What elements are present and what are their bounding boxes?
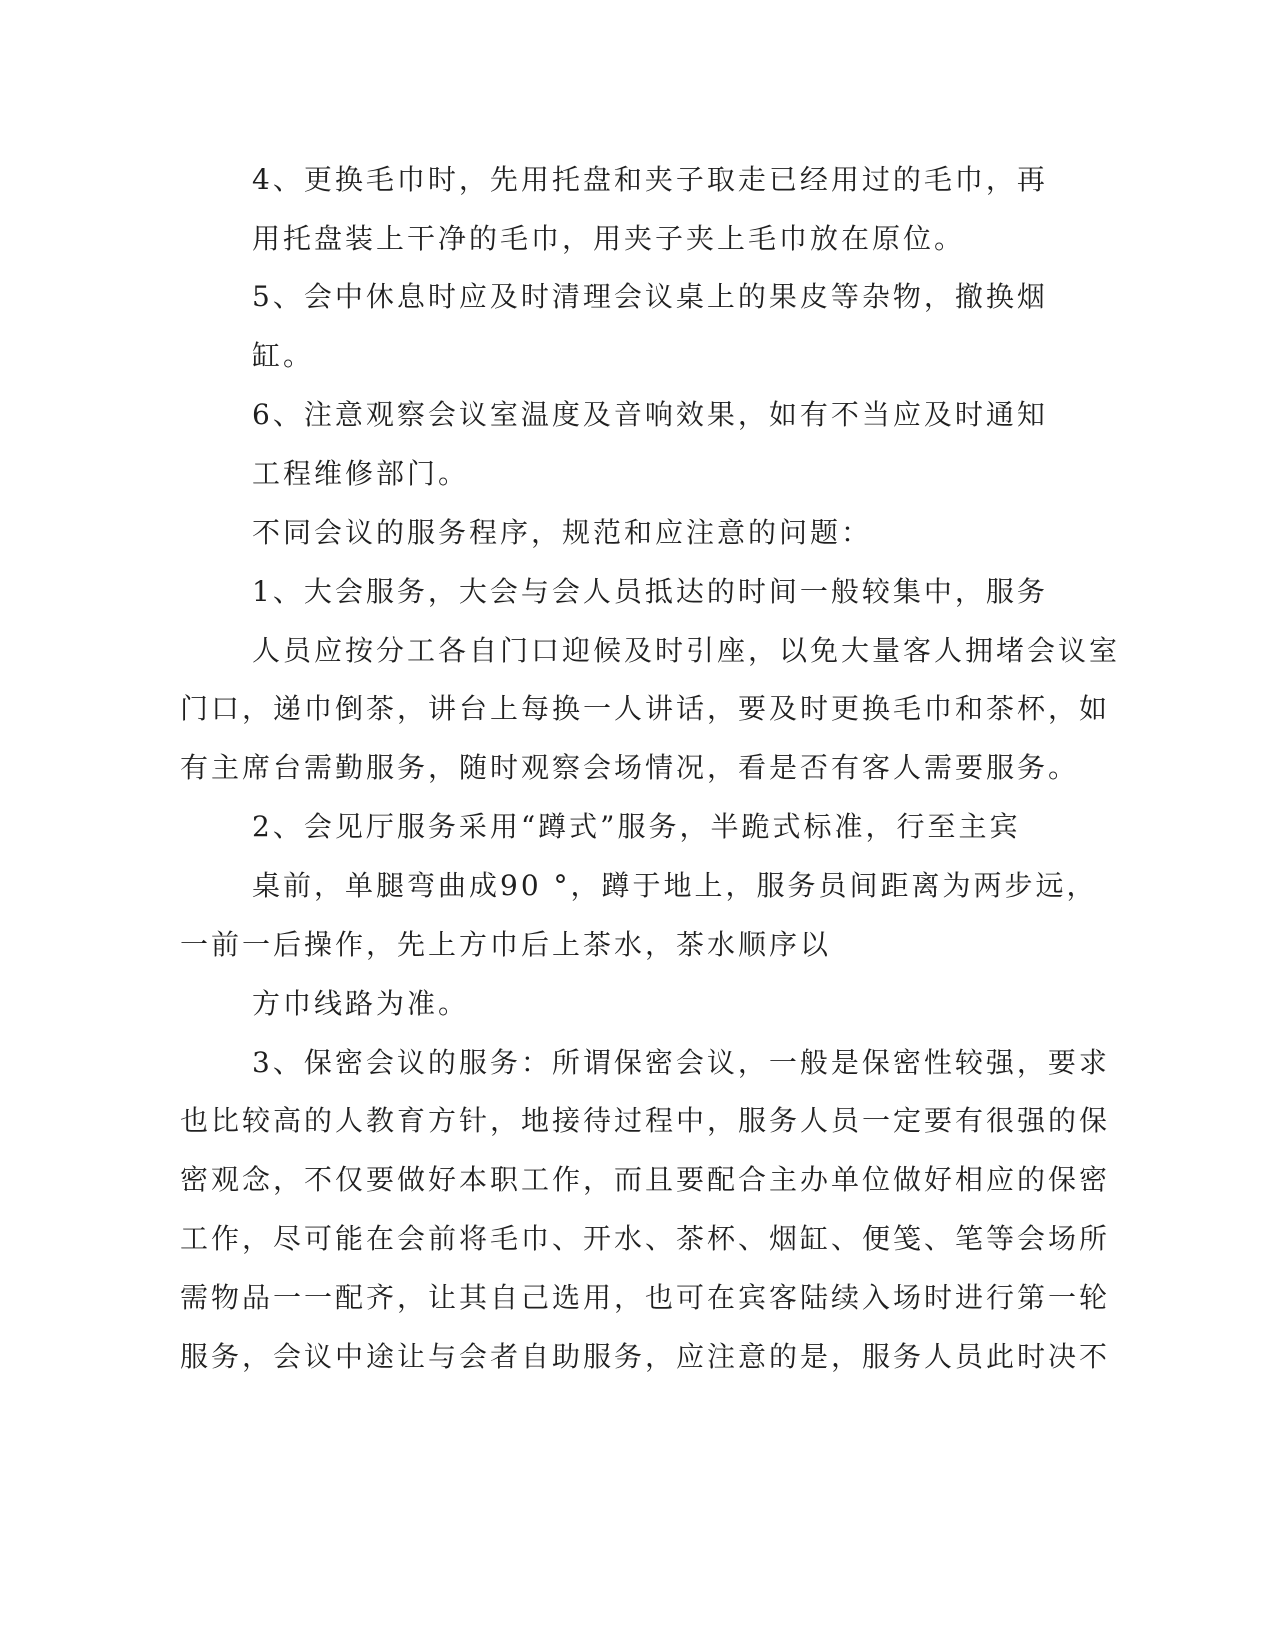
paragraph-line: 用托盘装上干净的毛巾，用夹子夹上毛巾放在原位。 xyxy=(252,222,966,255)
paragraph-line: 服务，会议中途让与会者自助服务，应注意的是，服务人员此时决不 xyxy=(180,1340,1111,1373)
paragraph-line: 人员应按分工各自门口迎候及时引座，以免大量客人拥堵会议室 xyxy=(252,634,1121,667)
paragraph-line: 方巾线路为准。 xyxy=(252,987,470,1020)
paragraph-line: 工程维修部门。 xyxy=(252,457,470,490)
paragraph-line: 1、大会服务，大会与会人员抵达的时间一般较集中，服务 xyxy=(252,575,1048,608)
paragraph-line: 也比较高的人教育方针，地接待过程中，服务人员一定要有很强的保 xyxy=(180,1104,1111,1137)
paragraph-line: 缸。 xyxy=(252,339,315,372)
section-heading: 不同会议的服务程序，规范和应注意的问题： xyxy=(252,516,873,549)
paragraph-line: 门口，递巾倒茶，讲台上每换一人讲话，要及时更换毛巾和茶杯，如 xyxy=(180,692,1111,725)
paragraph-line: 4、更换毛巾时，先用托盘和夹子取走已经用过的毛巾，再 xyxy=(252,163,1048,196)
paragraph-line: 一前一后操作，先上方巾后上茶水，茶水顺序以 xyxy=(180,928,832,961)
paragraph-line: 2、会见厅服务采用“蹲式”服务，半跪式标准，行至主宾 xyxy=(252,810,1021,843)
paragraph-line: 桌前，单腿弯曲成90 °，蹲于地上，服务员间距离为两步远， xyxy=(252,869,1098,902)
paragraph-line: 需物品一一配齐，让其自己选用，也可在宾客陆续入场时进行第一轮 xyxy=(180,1281,1111,1314)
paragraph-line: 5、会中休息时应及时清理会议桌上的果皮等杂物，撤换烟 xyxy=(252,280,1048,313)
paragraph-line: 6、注意观察会议室温度及音响效果，如有不当应及时通知 xyxy=(252,398,1048,431)
paragraph-line: 有主席台需勤服务，随时观察会场情况，看是否有客人需要服务。 xyxy=(180,751,1080,784)
paragraph-line: 密观念，不仅要做好本职工作，而且要配合主办单位做好相应的保密 xyxy=(180,1163,1111,1196)
paragraph-line: 3、保密会议的服务：所谓保密会议，一般是保密性较强，要求 xyxy=(252,1046,1110,1079)
paragraph-line: 工作，尽可能在会前将毛巾、开水、茶杯、烟缸、便笺、笔等会场所 xyxy=(180,1222,1111,1255)
